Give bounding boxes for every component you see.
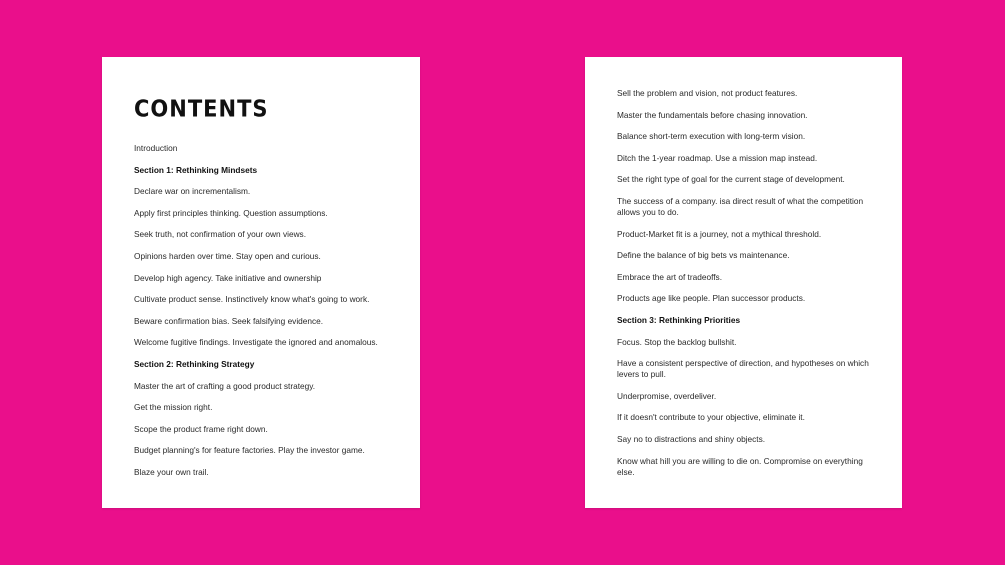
contents-entry: Introduction (134, 143, 178, 153)
contents-entry: Budget planning's for feature factories. Play the investor game. (134, 445, 365, 456)
section-heading: Section 3: Rethinking Priorities (617, 314, 741, 325)
contents-entry: Embrace the art of tradeoffs. (617, 271, 722, 282)
contents-entry: Set the right type of goal for the current stage of development. (617, 174, 845, 185)
contents-entry: Ditch the 1-year roadmap. Use a mission map instead. (617, 152, 818, 163)
contents-entry: Master the fundamentals before chasing innovation. (617, 109, 808, 120)
contents-entry: Underpromise, overdeliver. (617, 390, 717, 401)
contents-entry: Welcome fugitive findings. Investigate the ignored and anomalous. (134, 337, 378, 348)
contents-entry: Opinions harden over time. Stay open and curious. (134, 250, 321, 261)
contents-entry: Define the balance of big bets vs maintenance. (617, 250, 790, 261)
contents-list-left (134, 143, 390, 489)
contents-entry: Declare war on incrementalism. (134, 186, 251, 197)
contents-page-left (102, 57, 420, 508)
contents-entry: Have a consistent perspective of direction, and hypotheses on which levers to pull. (617, 358, 869, 380)
contents-entry: Say no to distractions and shiny objects. (617, 433, 766, 444)
contents-entry: Cultivate product sense. Instinctively know what's going to work. (134, 294, 370, 305)
contents-entry: Focus. Stop the backlog bullshit. (617, 336, 737, 347)
contents-entry: Apply first principles thinking. Question assumptions. (134, 207, 328, 218)
contents-entry: If it doesn't contribute to your objective, eliminate it. (617, 412, 805, 423)
contents-entry: The success of a company. isa direct result of what the competition allows you to do. (617, 195, 864, 217)
contents-entry: Know what hill you are willing to die on. Compromise on everything else. (617, 455, 863, 477)
contents-entry: Products age like people. Plan successor products. (617, 293, 806, 304)
contents-page-right (585, 57, 902, 508)
section-heading: Section 1: Rethinking Mindsets (134, 164, 258, 175)
section-heading: Section 2: Rethinking Strategy (134, 358, 255, 369)
contents-entry: Beware confirmation bias. Seek falsifying evidence. (134, 315, 324, 326)
contents-entry: Product-Market fit is a journey, not a mythical threshold. (617, 228, 822, 239)
contents-entry: Balance short-term execution with long-term vision. (617, 131, 806, 142)
contents-entry: Scope the product frame right down. (134, 423, 268, 434)
contents-entry: Develop high agency. Take initiative and ownership (134, 272, 322, 283)
contents-entry: Get the mission right. (134, 402, 213, 413)
contents-heading (134, 96, 269, 122)
contents-entry: Blaze your own trail. (134, 466, 209, 477)
contents-list-right (617, 88, 872, 488)
contents-entry: Seek truth, not confirmation of your own views. (134, 229, 307, 240)
contents-entry: Master the art of crafting a good product strategy. (134, 380, 316, 391)
contents-heading-text: CONTENTS (134, 96, 269, 122)
contents-entry: Sell the problem and vision, not product features. (617, 88, 798, 98)
